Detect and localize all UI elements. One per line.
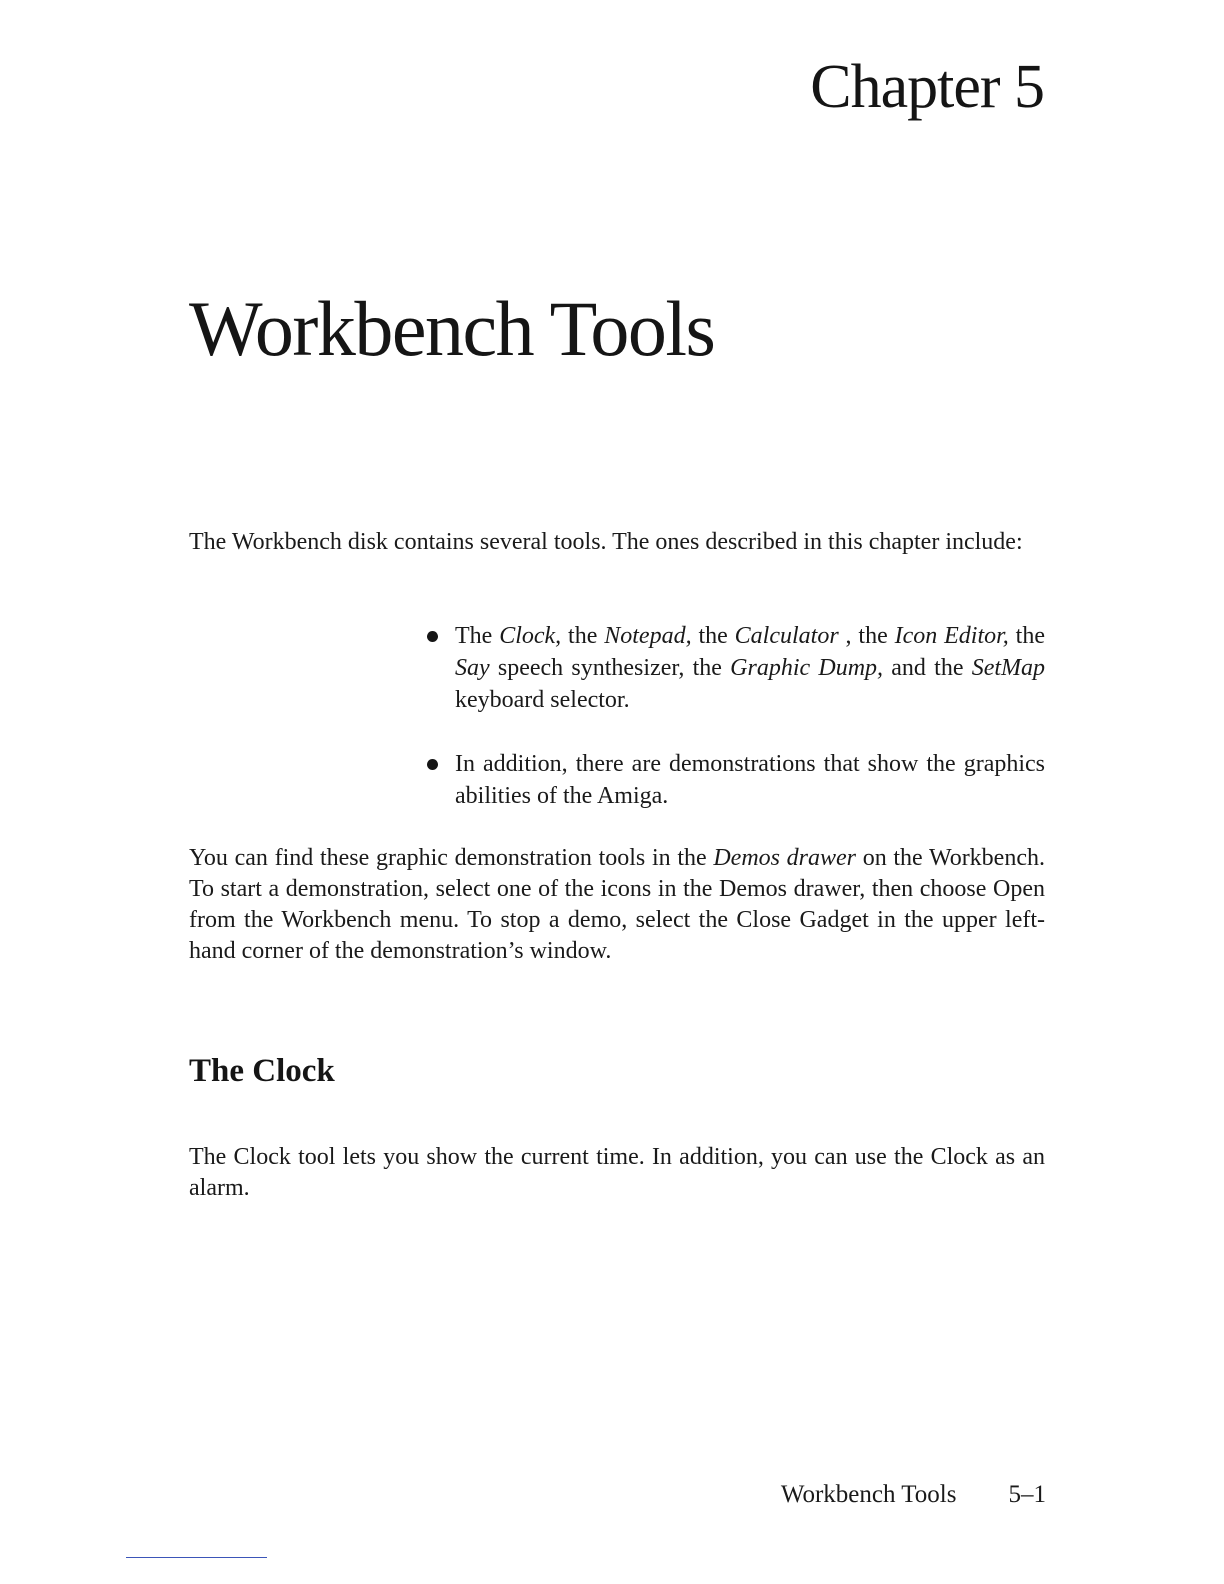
bullet-icon: [427, 631, 438, 642]
section-heading: The Clock: [189, 1053, 335, 1089]
term-clock: Clock,: [499, 623, 562, 649]
page-number: 5–1: [1008, 1481, 1046, 1508]
term-icon-editor: Icon Editor,: [894, 623, 1009, 649]
footer-title: Workbench Tools: [780, 1481, 957, 1508]
bullet-icon: [427, 759, 438, 770]
chapter-title: Workbench Tools: [189, 285, 715, 372]
clock-paragraph: The Clock tool lets you show the current time. In addition, you can use the Clock as an alarm.: [189, 1144, 1045, 1201]
list-item: The Clock, the Notepad, the Calculator , the Icon Editor, the Say speech synthesizer, the Graphic Dump, and the SetMap keyboard selector.: [423, 620, 1045, 716]
demos-paragraph: You can find these graphic demonstration tools in the Demos drawer on the Workbench. To start a demonstration, select one of the icons in the Demos drawer, then choose Open from the Workbench menu. To stop a demo, select the Close Gadget in the upper left-hand corner of the demonstration’s window.: [189, 845, 1045, 964]
term-say: Say: [455, 655, 490, 681]
term-demos-drawer: Demos drawer: [713, 845, 857, 871]
footnote-divider: [126, 1557, 267, 1558]
term-graphic-dump: Graphic Dump,: [730, 655, 884, 681]
term-setmap: SetMap: [971, 655, 1046, 681]
term-calculator: Calculator: [734, 623, 839, 649]
intro-paragraph: The Workbench disk contains several tools. The ones described in this chapter include:: [189, 529, 1023, 555]
tool-list: [423, 620, 1045, 812]
page-footer: [781, 1482, 1046, 1507]
term-notepad: Notepad,: [604, 623, 692, 649]
chapter-number: Chapter 5: [810, 53, 1044, 121]
list-item: In addition, there are demonstrations that show the graphics abilities of the Amiga.: [423, 748, 1045, 812]
